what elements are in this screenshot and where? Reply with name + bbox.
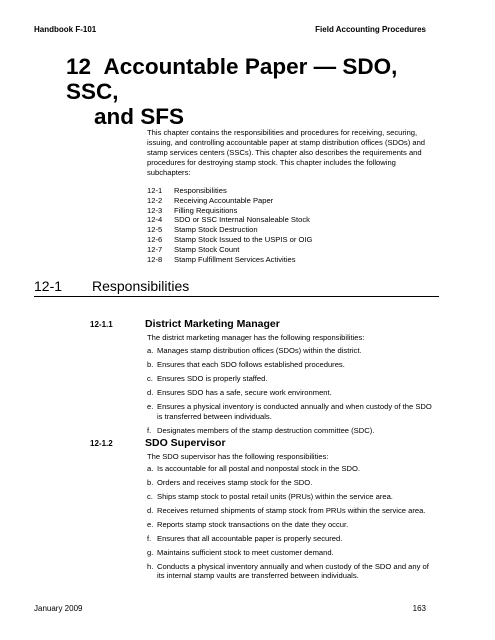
chapter-number: 12 [66,54,92,79]
list-item-text: Receives returned shipments of stamp stock from PRUs within the service area. [157,505,426,515]
chapter-title-text-2: and SFS [94,104,185,129]
toc-label: Responsibilities [174,186,227,195]
list-letter: c. [147,491,153,501]
toc-number: 12-7 [147,244,163,254]
list-letter: d. [147,387,154,397]
responsibility-list [147,464,437,581]
subsection-number: 12-1.2 [90,439,113,448]
list-letter: a. [147,464,154,473]
list-item [147,426,437,436]
toc-label: Filling Requisitions [174,205,238,215]
list-item [147,374,437,384]
list-letter: b. [147,477,154,487]
list-item [147,464,437,474]
toc-row[interactable] [147,255,432,265]
toc-row[interactable] [147,225,432,235]
list-letter: e. [147,519,154,529]
toc-row[interactable] [147,245,432,255]
list-item [147,562,437,581]
toc-number: 12-6 [147,234,163,244]
page-number: 163 [412,604,426,613]
list-letter: e. [147,401,154,411]
list-letter: d. [147,505,154,515]
list-item-text: Ensures SDO is properly staffed. [157,373,268,383]
list-letter: a. [147,346,154,355]
toc-number: 12-8 [147,254,163,264]
list-item [147,388,437,398]
subsection-lead: The SDO supervisor has the following responsibilities: [147,452,329,461]
list-item-text: Ensures SDO has a safe, secure work environment. [157,387,332,397]
list-item-text: Manages stamp distribution offices (SDOs) within the district. [157,346,362,355]
toc-row[interactable] [147,215,432,225]
toc-number: 12-3 [147,205,163,215]
subsection-title: District Marketing Manager [145,318,280,330]
responsibility-list [147,346,437,435]
list-letter: h. [147,561,154,571]
subsection-lead: The district marketing manager has the following responsibilities: [147,333,365,342]
list-item [147,548,437,558]
chapter-title-text-1: Accountable Paper — SDO, SSC, [66,54,398,104]
header-handbook-id: Handbook F-101 [34,25,97,34]
list-item-text: Ensures that all accountable paper is properly secured. [157,533,343,543]
section-number: 12-1 [34,278,63,294]
toc-row[interactable] [147,235,432,245]
list-item [147,402,437,421]
list-item [147,492,437,502]
header-handbook-title: Field Accounting Procedures [315,25,426,34]
footer-date: January 2009 [34,604,83,613]
list-item-text: Reports stamp stock transactions on the date they occur. [157,519,349,529]
list-item [147,506,437,516]
toc-label: Stamp Fulfillment Services Activities [174,254,296,264]
list-item-text: Ensures that each SDO follows established procedures. [157,359,345,369]
list-letter: f. [147,533,152,543]
list-item-text: Orders and receives stamp stock for the SDO. [157,477,313,487]
toc-label: Stamp Stock Count [174,244,240,254]
list-letter: f. [147,425,152,435]
toc-label: Stamp Stock Destruction [174,225,258,235]
toc-row[interactable] [147,196,432,206]
list-item-text: Conducts a physical inventory annually and when custody of the SDO and any of its internal stamp vaults are transferred between individuals. [157,561,429,581]
toc-label: Receiving Accountable Paper [174,195,274,205]
chapter-title-line-1 [66,54,426,104]
toc-label: SDO or SSC Internal Nonsaleable Stock [174,215,310,225]
toc-number: 12-1 [147,186,163,195]
list-item-text: Designates members of the stamp destruction committee (SDC). [157,425,375,435]
intro-paragraph: This chapter contains the responsibilities and procedures for receiving, securing, issuing, and controlling accountable paper at stamp distribution offices (SDOs) and stamp services centers (SSCs). This chapter also describes the requirements and procedures for destroying stamp stock. This chapter includes the following subchapters: [147,128,426,177]
list-item [147,346,437,356]
section-divider [34,296,439,297]
toc-row[interactable] [147,186,432,196]
list-item-text: Maintains sufficient stock to meet customer demand. [157,547,334,557]
toc-number: 12-5 [147,225,163,235]
list-item-text: Is accountable for all postal and nonpostal stock in the SDO. [157,464,361,473]
list-letter: c. [147,373,153,383]
list-item [147,520,437,530]
list-item [147,478,437,488]
toc-number: 12-2 [147,195,163,205]
subsection-number: 12-1.1 [90,320,113,329]
list-letter: g. [147,547,154,557]
subchapter-list [147,186,432,264]
toc-number: 12-4 [147,215,163,225]
list-item-text: Ensures a physical inventory is conducted annually and when custody of the SDO is transferred between individuals. [157,401,432,421]
list-item-text: Ships stamp stock to postal retail units (PRUs) within the service area. [157,491,393,501]
list-item [147,534,437,544]
chapter-title [66,54,426,129]
chapter-title-line-2 [66,104,426,129]
subsection-title: SDO Supervisor [145,437,226,449]
toc-label: Stamp Stock Issued to the USPIS or OIG [174,234,313,244]
list-letter: b. [147,359,154,369]
list-item [147,360,437,370]
section-title: Responsibilities [92,278,190,294]
toc-row[interactable] [147,206,432,216]
